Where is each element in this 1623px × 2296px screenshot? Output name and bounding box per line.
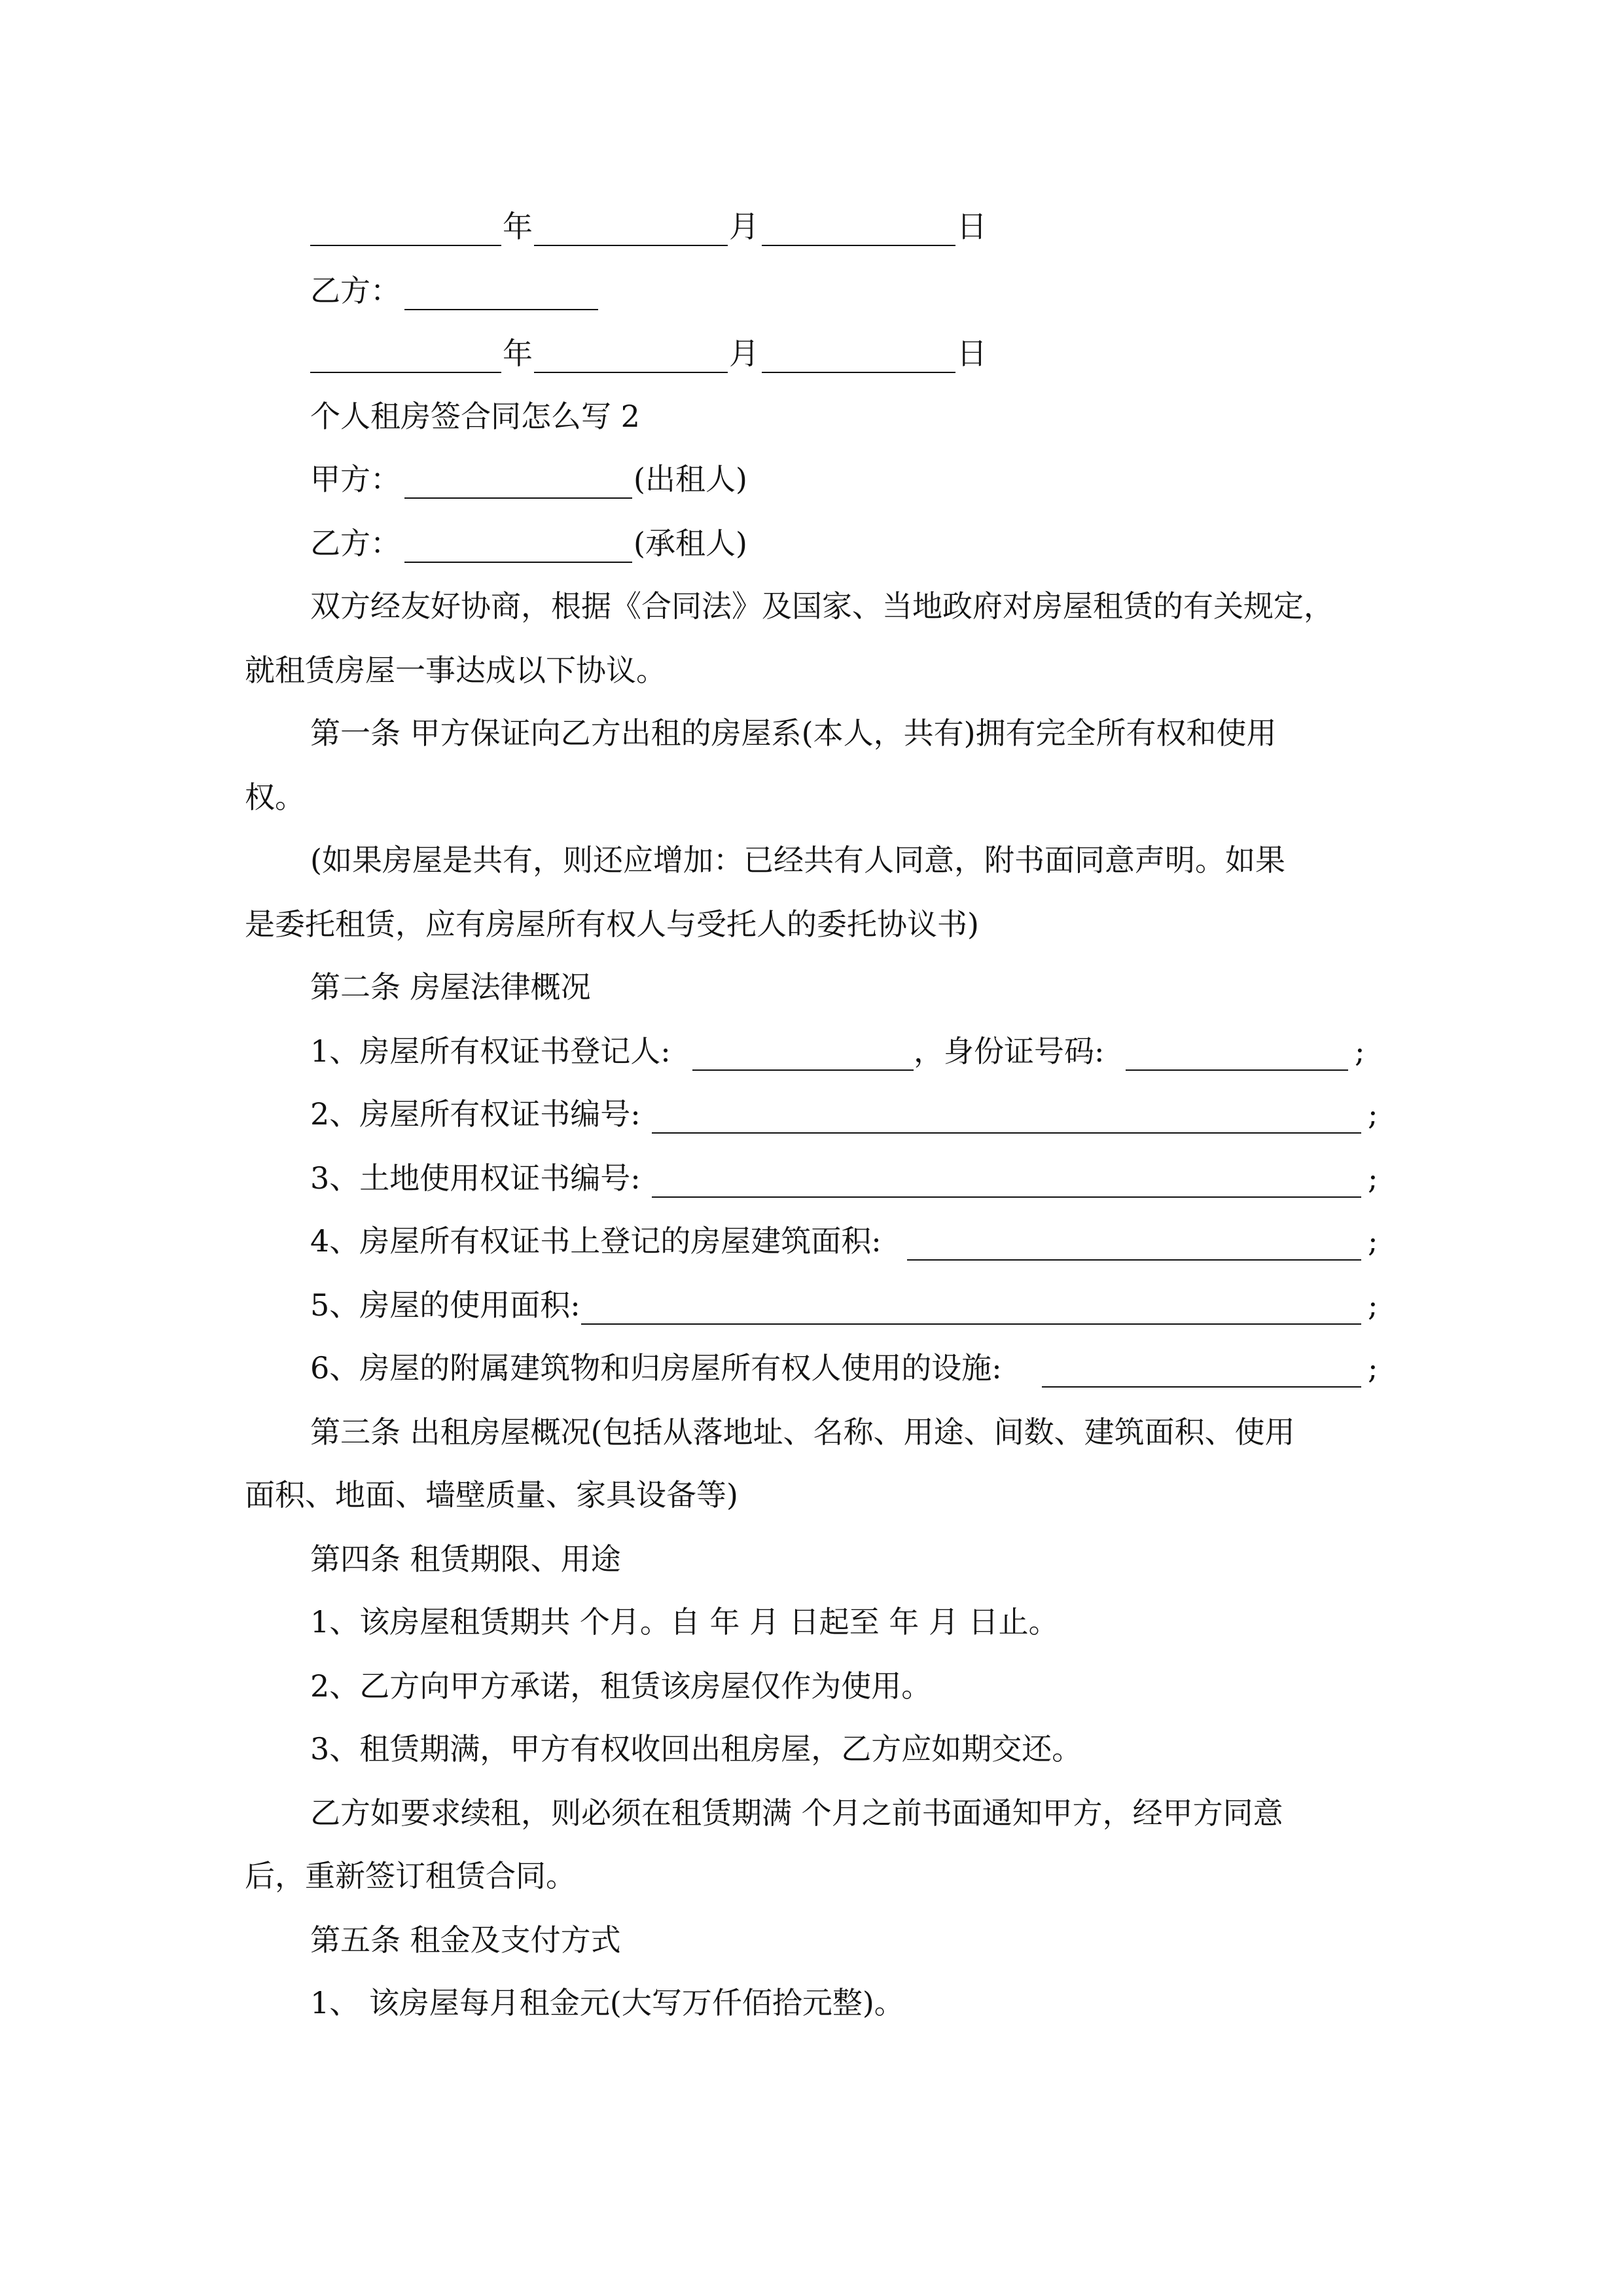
article5-item-text: 1、 该房屋每月租金元(大写万仟佰拾元整)。 (310, 1985, 904, 2020)
party-a-line (0, 459, 1623, 499)
article1-note-text: 是委托租赁，应有房屋所有权人与受托人的委托协议书) (245, 906, 979, 942)
contract-title: 个人租房签合同怎么写 2 (310, 399, 640, 434)
article2-item6 (0, 1348, 1623, 1388)
article2-item1 (0, 1031, 1623, 1071)
month-label: 月 (729, 209, 759, 244)
article4-item-text: 1、该房屋租赁期共 个月。自 年 月 日起至 年 月 日止。 (310, 1604, 1059, 1640)
article1-note-line-2 (0, 905, 1623, 944)
month-label: 月 (729, 336, 759, 371)
date-line-1 (0, 207, 1623, 246)
item-end: ; (1355, 1033, 1365, 1069)
party-a-blank (404, 497, 632, 499)
party-b-role: (承租人) (633, 526, 747, 561)
article4-renewal-line-2 (0, 1856, 1623, 1895)
article4-title: 第四条 租赁期限、用途 (310, 1541, 621, 1577)
article2-title-line (0, 967, 1623, 1007)
renewal-text: 乙方如要求续租，则必须在租赁期满 个月之前书面通知甲方，经甲方同意 (310, 1795, 1283, 1831)
year-label: 年 (503, 336, 533, 371)
registrant-blank (692, 1069, 914, 1071)
intro-line-2 (0, 651, 1623, 690)
article4-item2 (0, 1666, 1623, 1706)
item-end: ; (1368, 1223, 1378, 1259)
article2-item3 (0, 1158, 1623, 1198)
certificate-number-blank (652, 1132, 1361, 1134)
article1-text: 第一条 甲方保证向乙方出租的房屋系(本人，共有)拥有完全所有权和使用 (310, 715, 1277, 751)
item-end: ; (1368, 1287, 1378, 1323)
article2-item5 (0, 1285, 1623, 1325)
article4-item1 (0, 1602, 1623, 1641)
article2-item2 (0, 1094, 1623, 1134)
usable-area-blank (581, 1323, 1361, 1325)
article1-line-1 (0, 713, 1623, 753)
article4-item-text: 3、租赁期满，甲方有权收回出租房屋，乙方应如期交还。 (310, 1731, 1082, 1767)
article1-note-text: (如果房屋是共有，则还应增加：已经共有人同意，附书面同意声明。如果 (310, 842, 1285, 878)
article1-line-2 (0, 778, 1623, 817)
item-end: ; (1368, 1160, 1378, 1196)
intro-line-1 (0, 586, 1623, 626)
party-b-sign-blank (404, 309, 598, 310)
article3-line-1 (0, 1412, 1623, 1452)
land-certificate-blank (652, 1196, 1361, 1198)
intro-text: 就租赁房屋一事达成以下协议。 (245, 653, 666, 688)
item-label: 5、房屋的使用面积: (310, 1287, 580, 1323)
id-number-label: ，身份证号码: (914, 1033, 1105, 1069)
day-blank (762, 245, 955, 246)
month-blank (534, 372, 728, 373)
article1-text: 权。 (245, 780, 305, 815)
party-b-blank (404, 562, 632, 563)
article1-note-line-1 (0, 840, 1623, 880)
year-label: 年 (503, 209, 533, 244)
renewal-text: 后，重新签订租赁合同。 (245, 1858, 576, 1893)
day-label: 日 (957, 336, 987, 371)
intro-text: 双方经友好协商，根据《合同法》及国家、当地政府对房屋租赁的有关规定， (310, 588, 1334, 624)
year-blank (310, 372, 501, 373)
day-label: 日 (957, 209, 987, 244)
party-b-label: 乙方： (310, 526, 401, 561)
party-b-line (0, 524, 1623, 563)
item-label: 2、房屋所有权证书编号: (310, 1096, 641, 1132)
party-a-role: (出租人) (633, 461, 747, 497)
day-blank (762, 372, 955, 373)
item-label: 6、房屋的附属建筑物和归房屋所有权人使用的设施: (310, 1350, 1002, 1386)
article2-title: 第二条 房屋法律概况 (310, 969, 591, 1005)
party-b-sign-label: 乙方： (310, 273, 401, 308)
item-label: 1、房屋所有权证书登记人: (310, 1033, 671, 1069)
article3-text: 面积、地面、墙壁质量、家具设备等) (245, 1477, 738, 1513)
article4-item-text: 2、乙方向甲方承诺，租赁该房屋仅作为使用。 (310, 1668, 932, 1704)
article5-item1 (0, 1983, 1623, 2022)
item-label: 3、土地使用权证书编号: (310, 1160, 641, 1196)
party-b-sign-line (0, 271, 1623, 310)
article4-item3 (0, 1729, 1623, 1768)
month-blank (534, 245, 728, 246)
article2-item4 (0, 1221, 1623, 1261)
item-end: ; (1368, 1350, 1378, 1386)
item-end: ; (1368, 1096, 1378, 1132)
year-blank (310, 245, 501, 246)
id-number-blank (1126, 1069, 1348, 1071)
date-line-2 (0, 334, 1623, 373)
contract-title-line (0, 397, 1623, 436)
article3-line-2 (0, 1475, 1623, 1515)
article4-renewal-line-1 (0, 1793, 1623, 1833)
article5-title-line (0, 1920, 1623, 1960)
article5-title: 第五条 租金及支付方式 (310, 1922, 621, 1958)
item-label: 4、房屋所有权证书上登记的房屋建筑面积: (310, 1223, 882, 1259)
party-a-label: 甲方： (310, 461, 401, 497)
facilities-blank (1042, 1386, 1361, 1388)
article3-text: 第三条 出租房屋概况(包括从落地址、名称、用途、间数、建筑面积、使用 (310, 1414, 1295, 1450)
article4-title-line (0, 1539, 1623, 1579)
building-area-blank (907, 1259, 1361, 1261)
